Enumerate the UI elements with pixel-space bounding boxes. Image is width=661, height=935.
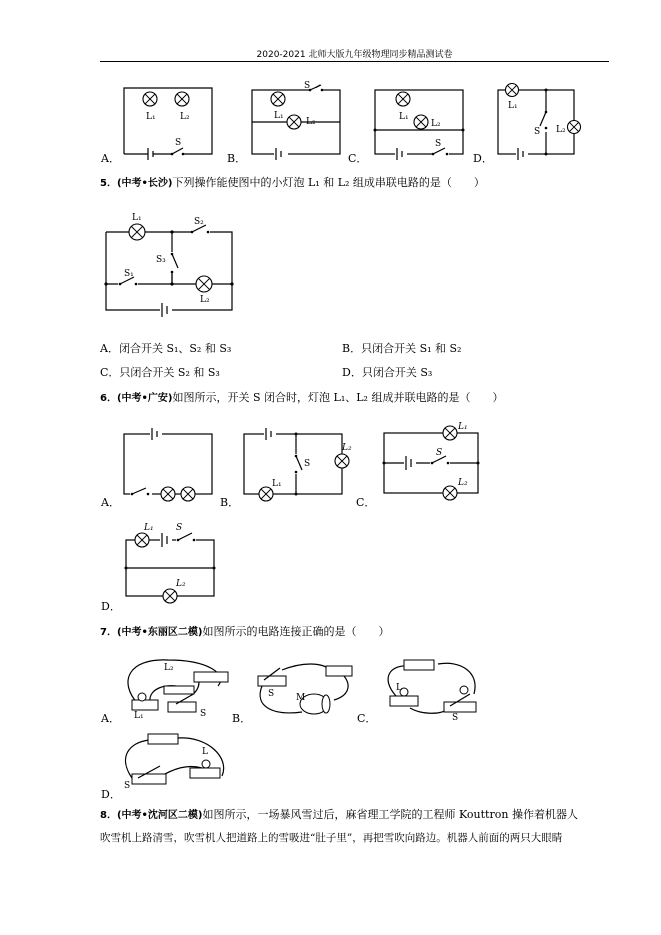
q7-option-a-label: A． — [101, 712, 120, 725]
q5-l1-label: L₁ — [132, 213, 142, 223]
q7a-l2-label: L₂ — [164, 663, 174, 673]
q7-text: 如图所示的电路连接正确的是（ ） — [202, 625, 390, 638]
q8-number: 8． — [100, 810, 117, 821]
q7-option-d-label: D． — [101, 788, 121, 801]
q7-source: (中考•东丽区二模) — [116, 627, 203, 638]
header-divider — [100, 61, 609, 62]
q8-stem-line2: 吹雪机上路清雪，吹雪机人把道路上的雪吸进“肚子里”，再把雪吹向路边。机器人前面的两只大眼睛 — [100, 832, 563, 844]
q6d-l2-label: L₂ — [176, 579, 186, 589]
q7-number: 7． — [100, 627, 117, 638]
q4-figure-b — [248, 82, 348, 158]
q5-option-a[interactable]: A．闭合开关 S₁、S₂ 和 S₃ — [100, 342, 232, 355]
q4b-l1-label: L₁ — [274, 111, 284, 121]
q8-source: (中考•沈河区二模) — [116, 810, 203, 821]
q5-s2-label: S₂ — [194, 217, 204, 227]
q5-option-c[interactable]: C．只闭合开关 S₂ 和 S₃ — [100, 366, 220, 379]
q6-text: 如图所示，开关 S 闭合时，灯泡 L₁、L₂ 组成并联电路的是（ ） — [172, 391, 504, 404]
q4-figure-d — [494, 82, 579, 158]
q6d-l1-label: L₁ — [144, 523, 154, 533]
q8-stem-line1 — [100, 806, 578, 822]
q7-figure-c — [380, 658, 490, 724]
q6-option-a-label: A． — [101, 496, 120, 509]
q4d-s-label: S — [534, 127, 541, 137]
q6c-l1-label: L₁ — [458, 422, 468, 432]
q7a-l1-label: L₁ — [134, 711, 144, 721]
q4b-s-label: S — [304, 81, 311, 91]
q7-stem — [100, 623, 390, 639]
q4d-l1-label: L₁ — [508, 101, 518, 111]
q7c-s-label: S — [452, 713, 459, 723]
q7-figure-a — [118, 652, 233, 724]
q6-stem — [100, 389, 503, 405]
q5-option-b[interactable]: B．只闭合开关 S₁ 和 S₂ — [342, 342, 462, 355]
q4c-l2-label: L₂ — [431, 119, 441, 129]
q6c-l2-label: L₂ — [458, 478, 468, 488]
q4a-l1-label: L₁ — [146, 112, 156, 122]
q5-option-d[interactable]: D．只闭合开关 S₃ — [342, 366, 433, 379]
q6-figure-d — [122, 523, 222, 604]
q5-l2-label: L₂ — [200, 295, 210, 305]
q5-stem — [100, 174, 485, 190]
q5-s3-label: S₃ — [156, 255, 166, 265]
q4c-l1-label: L₁ — [399, 112, 409, 122]
q5-text: 下列操作能使图中的小灯泡 L₁ 和 L₂ 组成串联电路的是（ ） — [172, 176, 485, 189]
q6b-s-label: S — [304, 459, 311, 469]
q6-source: (中考•广安) — [116, 393, 173, 404]
q6b-l2-label: L₂ — [342, 443, 352, 453]
q7c-l-label: L — [396, 683, 402, 693]
q4b-l2-label: L₂ — [306, 117, 316, 127]
q6-option-c-label: C． — [356, 496, 376, 509]
q7-option-b-label: B． — [232, 712, 252, 725]
q6-figure-a — [122, 428, 217, 500]
q6-option-b-label: B． — [220, 496, 240, 509]
q6-option-d-label: D． — [101, 600, 121, 613]
q6-number: 6． — [100, 393, 117, 404]
q4-figure-a — [120, 82, 220, 158]
q7b-m-label: M — [296, 693, 306, 703]
q5-s1-label: S₁ — [124, 269, 134, 279]
q7d-l-label: L — [202, 747, 208, 757]
q4-option-b-label: B． — [227, 152, 247, 165]
q5-source: (中考•长沙) — [116, 178, 173, 189]
q6d-s-label: S — [176, 523, 183, 533]
q4-option-d-label: D． — [473, 152, 493, 165]
q7b-s-label: S — [268, 689, 275, 699]
q6-figure-b — [242, 428, 357, 500]
page-header-title: 2020-2021 北师大版九年级物理同步精品测试卷 — [256, 50, 453, 60]
q4a-s-label: S — [175, 138, 182, 148]
q6c-s-label: S — [436, 448, 443, 458]
q4a-l2-label: L₂ — [180, 112, 190, 122]
q6-figure-c — [380, 422, 485, 501]
q4d-l2-label: L₂ — [556, 125, 566, 135]
q7-figure-d — [118, 728, 233, 794]
q7-figure-b — [252, 656, 357, 724]
q4-figure-c — [371, 82, 471, 158]
q7-option-c-label: C． — [357, 712, 377, 725]
q5-figure — [104, 210, 239, 320]
q8-text-line1: 如图所示，一场暴风雪过后，麻省理工学院的工程师 Kouttron 操作着机器人 — [202, 808, 578, 821]
q7a-s-label: S — [200, 709, 207, 719]
q6b-l1-label: L₁ — [272, 479, 282, 489]
q4-option-a-label: A． — [101, 152, 120, 165]
q5-number: 5． — [100, 178, 117, 189]
q4-option-c-label: C． — [348, 152, 368, 165]
q7d-s-label: S — [124, 781, 131, 791]
q4c-s-label: S — [435, 139, 442, 149]
